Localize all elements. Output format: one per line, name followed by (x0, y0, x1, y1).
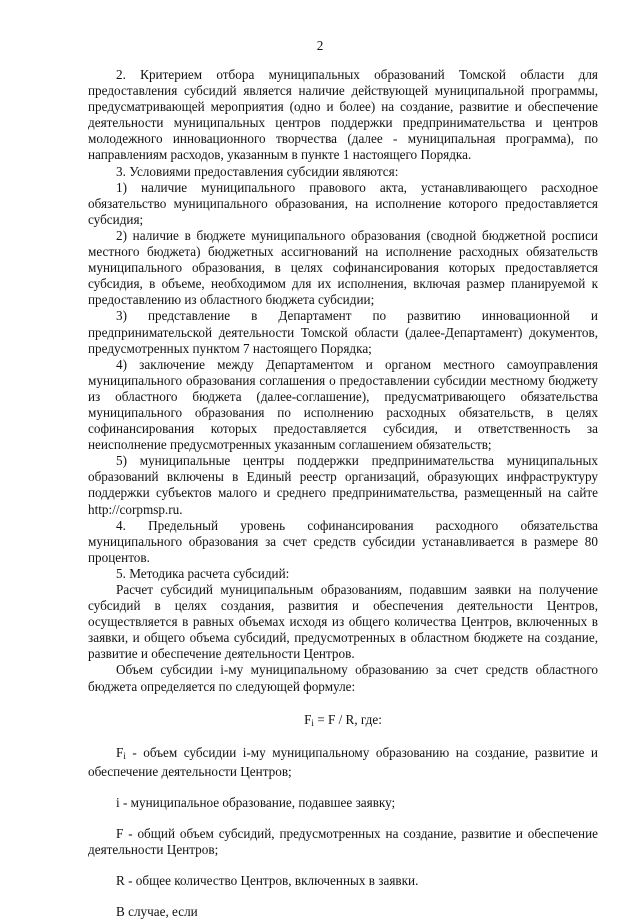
paragraph-methodology-heading: 5. Методика расчета субсидий: (116, 565, 290, 581)
paragraph-condition-1: 1) наличие муниципального правового акта, устанавливающего расходное обязательство муниципального образования, на исполнение которого предоставляется субсидия; (88, 179, 598, 227)
formula-lhs: F (304, 711, 312, 727)
definition-i: i - муниципальное образование, подавшее заявку; (116, 794, 396, 810)
paragraph-condition-3: 3) представление в Департамент по развитию инновационной и предпринимательской деятельности Томской области (далее-Департамент) документов, предусмотренных пунктом 7 настоящего Порядка; (88, 308, 598, 356)
definition-f: F - общий объем субсидий, предусмотренных на создание, развитие и обеспечение деятельности Центров; (88, 826, 598, 858)
definition-fi (88, 745, 598, 780)
definition-r: R - общее количество Центров, включенных в заявки. (116, 873, 419, 889)
paragraph-selection-criterion: 2. Критерием отбора муниципальных образований Томской области для предоставления субсидий является наличие действующей муниципальной программы, предусматривающей мероприятия (одно и более) на создание, развитие и обеспечение деятельности муниципальных центров поддержки предпринимательства и центров молодежного инновационного творчества (далее - муниципальная программа), по направлениям расходов, указанным в пункте 1 настоящего Порядка. (88, 67, 598, 163)
paragraph-conditions-heading: 3. Условиями предоставления субсидии являются: (116, 163, 399, 179)
page-number: 2 (316, 38, 324, 53)
definition-fi-symbol: F (116, 744, 124, 760)
paragraph-condition-2: 2) наличие в бюджете муниципального образования (сводной бюджетной росписи местного бюджета) бюджетных ассигнований на исполнение расходных обязательств муниципального образования, в целях софинансирования которых предоставляется субсидия, в объеме, необходимом для их исполнения, включая размер планируемой к предоставлению из областного бюджета субсидии; (88, 227, 598, 308)
closing-fragment: В случае, если (116, 904, 198, 920)
paragraph-calculation: Расчет субсидий муниципальным образованиям, подавшим заявки на получение субсидий в целях создания, развития и обеспечения деятельности Центров, осуществляется в равных объемах исходя из общего количества Центров, включенных в заявки, и общего объема субсидий, предусмотренных в областном бюджете на создание, развитие и обеспечение деятельности Центров. (88, 582, 598, 662)
paragraph-cofinancing-limit: 4. Предельный уровень софинансирования расходного обязательства муниципального образования за счет средств субсидии устанавливается в размере 80 процентов. (88, 517, 598, 565)
definition-fi-sub: i (123, 750, 126, 761)
paragraph-condition-5: 5) муниципальные центры поддержки предпринимательства муниципальных образований включены в Единый реестр организаций, образующих инфраструктуру поддержки субъектов малого и среднего предпринимательства, размещенный на сайте http://corpmsp.ru. (88, 453, 598, 517)
definition-fi-text: - объем субсидии i-му муниципальному образованию на создание, развитие и обеспечение деятельности Центров; (88, 744, 598, 779)
formula-rhs: = F / R, где: (313, 711, 382, 727)
paragraph-condition-4: 4) заключение между Департаментом и органом местного самоуправления муниципального образования соглашения о предоставлении субсидии местному бюджету из областного бюджета (далее-соглашение), предусматривающего обязательства муниципального образования по исполнению расходных обязательств, в целях софинансирования которых предоставляется субсидия, и ответственность за неисполнение предусмотренных указанным соглашением обязательств; (88, 356, 598, 453)
formula (88, 712, 598, 731)
formula-lhs-sub: i (311, 717, 314, 728)
paragraph-formula-intro: Объем субсидии i-му муниципальному образованию за счет средств областного бюджета определяется по следующей формуле: (88, 662, 598, 694)
document-body (88, 67, 598, 920)
